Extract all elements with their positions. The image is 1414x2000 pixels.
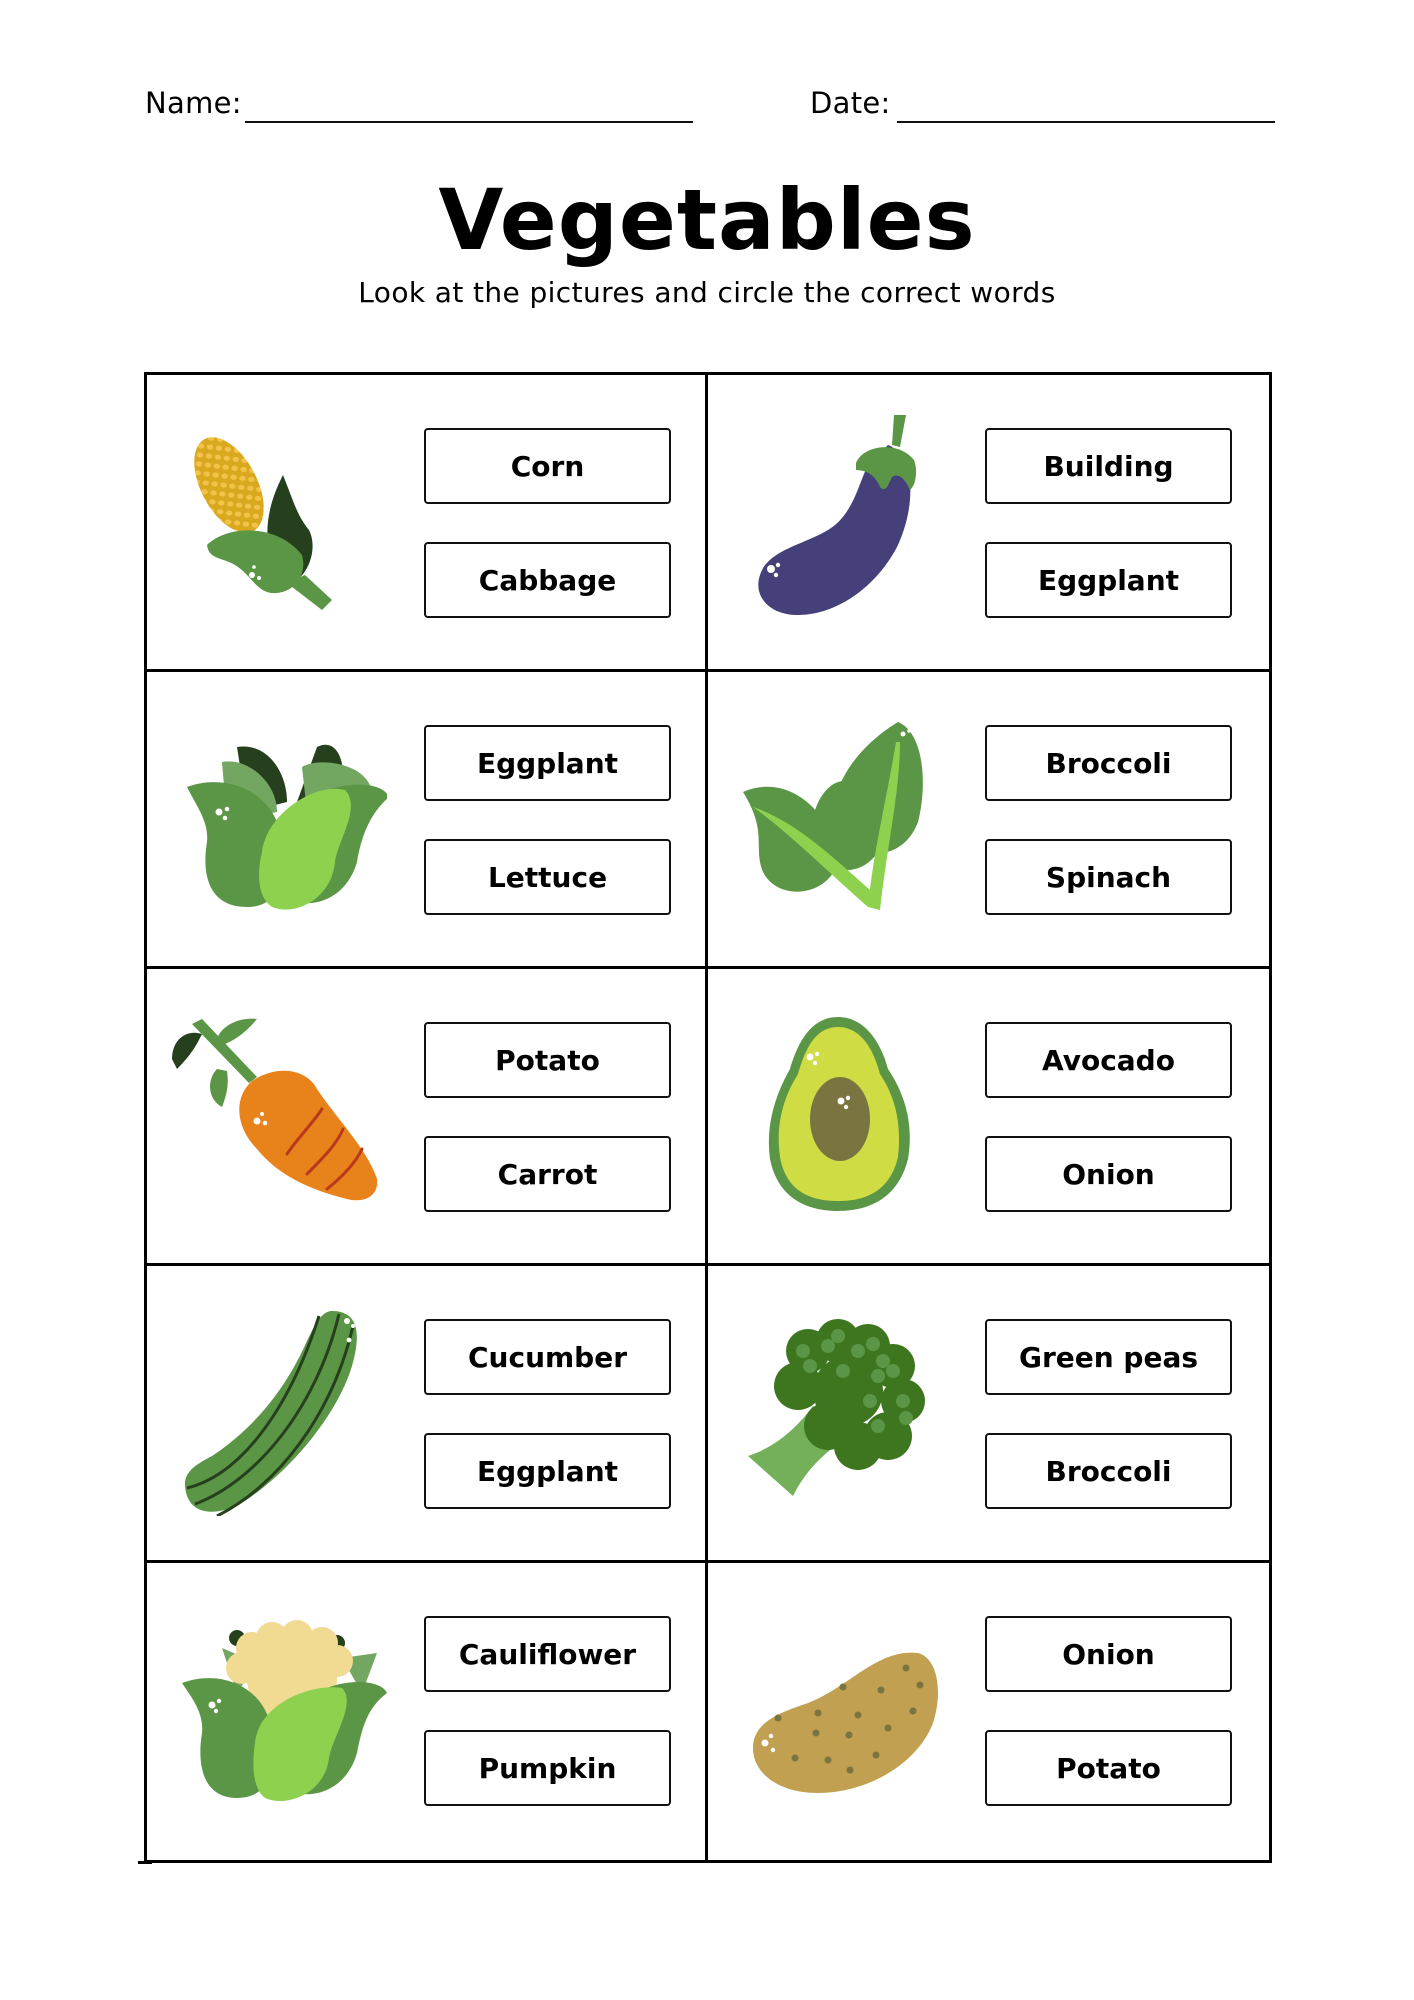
corn-icon [167,415,387,625]
answer-option[interactable]: Eggplant [424,725,671,801]
exercise-cell [147,375,708,672]
date-label: Date: [810,86,891,120]
answer-option[interactable]: Eggplant [985,542,1232,618]
name-field[interactable] [245,121,693,123]
answer-option[interactable]: Cabbage [424,542,671,618]
answer-option[interactable]: Pumpkin [424,1730,671,1806]
exercise-cell [708,375,1269,672]
exercise-cell [708,969,1269,1266]
answer-option[interactable]: Spinach [985,839,1232,915]
avocado-icon [728,1009,948,1219]
potato-icon [728,1603,948,1813]
exercise-cell [708,1266,1269,1563]
carrot-icon [167,1009,387,1219]
answer-option[interactable]: Eggplant [424,1433,671,1509]
cucumber-icon [167,1306,387,1516]
exercise-cell [708,672,1269,969]
exercise-cell [147,1563,708,1860]
answer-option[interactable]: Cauliflower [424,1616,671,1692]
answer-option[interactable]: Cucumber [424,1319,671,1395]
answer-option[interactable]: Broccoli [985,1433,1232,1509]
answer-option[interactable]: Onion [985,1136,1232,1212]
answer-option[interactable]: Potato [985,1730,1232,1806]
exercise-cell [147,969,708,1266]
answer-option[interactable]: Corn [424,428,671,504]
answer-option[interactable]: Potato [424,1022,671,1098]
answer-option[interactable]: Carrot [424,1136,671,1212]
instructions: Look at the pictures and circle the correct words [358,276,1056,309]
exercise-cell [147,1266,708,1563]
eggplant-icon [728,415,948,625]
answer-option[interactable]: Avocado [985,1022,1232,1098]
name-label: Name: [145,86,242,120]
exercise-grid [144,372,1272,1863]
lettuce-icon [167,712,387,922]
exercise-cell [147,672,708,969]
answer-option[interactable]: Green peas [985,1319,1232,1395]
cauliflower-icon [167,1603,387,1813]
broccoli-icon [728,1306,948,1516]
spinach-icon [728,712,948,922]
page-title: Vegetables [438,171,976,269]
exercise-cell [708,1563,1269,1860]
answer-option[interactable]: Building [985,428,1232,504]
date-field[interactable] [897,121,1275,123]
grid-corner-mark [138,1861,152,1864]
answer-option[interactable]: Onion [985,1616,1232,1692]
answer-option[interactable]: Lettuce [424,839,671,915]
answer-option[interactable]: Broccoli [985,725,1232,801]
